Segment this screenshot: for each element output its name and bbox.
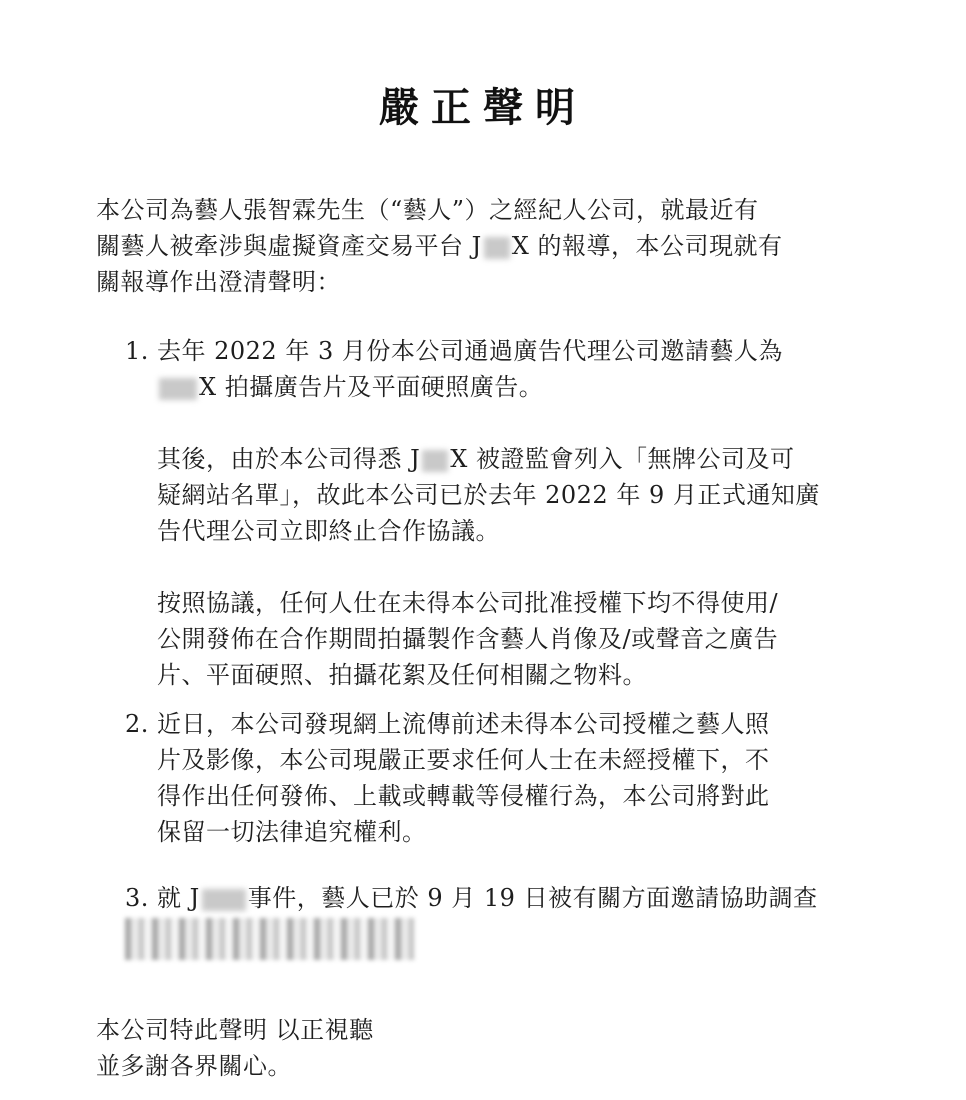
redacted-name <box>484 237 510 259</box>
item-number: 3. <box>125 884 149 912</box>
item-paragraph <box>157 585 870 693</box>
item-line <box>157 369 870 405</box>
item-paragraph <box>157 706 870 850</box>
item-line-part: 其後，由於本公司得悉 J <box>157 445 421 473</box>
item-line-part: X 被證監會列入「無牌公司及可 <box>450 445 795 473</box>
item-number: 2. <box>125 710 149 738</box>
item-line: 公開發佈在合作期間拍攝製作含藝人肖像及/或聲音之廣告 <box>157 625 779 653</box>
closing-line: 並多謝各界關心。 <box>96 1052 292 1080</box>
document-title: 嚴正聲明 <box>379 84 587 131</box>
item-number: 1. <box>125 337 149 365</box>
list-item-1 <box>125 333 870 693</box>
item-line-part: 事件，藝人已於 9 月 19 日被有關方面邀請協助調查 <box>247 884 818 912</box>
intro-line: 關報導作出澄清聲明： <box>96 268 341 296</box>
item-line: 告代理公司立即終止合作協議。 <box>157 517 500 545</box>
closing-paragraph <box>96 1012 696 1084</box>
intro-line: 本公司為藝人張智霖先生（“藝人”）之經紀人公司，就最近有 <box>96 196 759 224</box>
item-line: 得作出任何發佈、上載或轉載等侵權行為，本公司將對此 <box>157 782 770 810</box>
item-line-part: X 拍攝廣告片及平面硬照廣告。 <box>199 373 544 401</box>
item-paragraph <box>157 880 870 916</box>
list-item-2 <box>125 706 870 850</box>
item-line <box>157 441 870 477</box>
item-line <box>157 880 870 916</box>
redacted-name <box>202 889 246 911</box>
item-line: 保留一切法律追究權利。 <box>157 818 427 846</box>
intro-line-part: X 的報導，本公司現就有 <box>511 232 783 260</box>
list-item-3 <box>125 880 870 916</box>
item-line: 片、平面硬照、拍攝花絮及任何相關之物料。 <box>157 661 647 689</box>
item-paragraph <box>157 333 870 405</box>
item-line: 片及影像，本公司現嚴正要求任何人士在未經授權下，不 <box>157 746 770 774</box>
item-line: 去年 2022 年 3 月份本公司通過廣告代理公司邀請藝人為 <box>157 337 783 365</box>
intro-line-part: 關藝人被牽涉與虛擬資產交易平台 J <box>96 232 482 260</box>
redacted-name <box>159 378 197 400</box>
intro-paragraph <box>96 192 871 300</box>
cropped-text-artifact <box>125 918 415 960</box>
closing-line: 本公司特此聲明 以正視聽 <box>96 1016 374 1044</box>
item-line-part: 就 J <box>157 884 200 912</box>
item-paragraph <box>157 441 870 549</box>
redacted-name <box>422 450 448 472</box>
item-line: 近日，本公司發現網上流傳前述未得本公司授權之藝人照 <box>157 710 770 738</box>
item-line: 疑網站名單」，故此本公司已於去年 2022 年 9 月正式通知廣 <box>157 481 820 509</box>
item-line: 按照協議，任何人仕在未得本公司批准授權下均不得使用/ <box>157 589 779 617</box>
intro-line <box>96 228 871 264</box>
